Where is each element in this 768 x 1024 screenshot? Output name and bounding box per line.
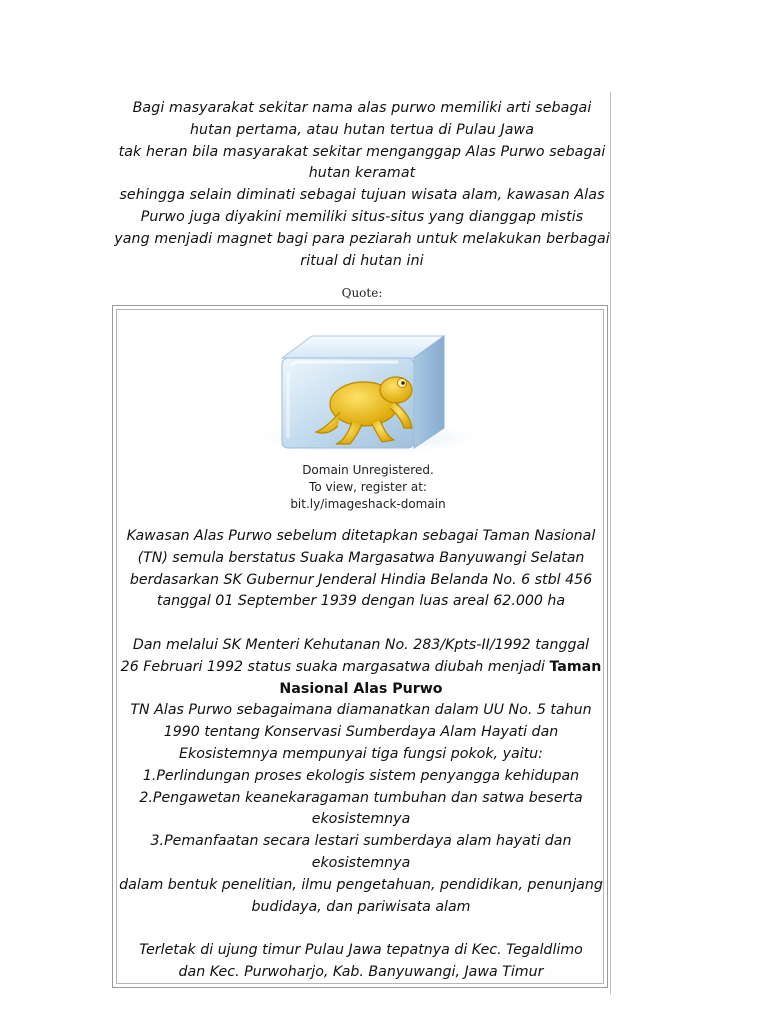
intro-line: hutan pertama, atau hutan tertua di Pulau Jawa — [189, 121, 535, 138]
intro-line: Bagi masyarakat sekitar nama alas purwo memiliki arti sebagai — [132, 100, 592, 116]
intro-paragraph — [112, 98, 612, 272]
quote-line: budidaya, dan pariwisata alam — [251, 898, 471, 915]
quote-line: Ekosistemnya mempunyai tiga fungsi pokok, yaitu: — [179, 745, 543, 762]
quote-line: Kawasan Alas Purwo sebelum ditetapkan sebagai Taman Nasional — [126, 528, 596, 544]
intro-line: sehingga selain diminati sebagai tujuan wisata alam, kawasan Alas — [119, 187, 605, 204]
intro-line: yang menjadi magnet bagi para peziarah untuk melakukan berbagai — [114, 230, 610, 247]
quote-line: ekosistemnya — [311, 854, 411, 871]
paragraph-gap — [117, 613, 605, 635]
quote-line: 3.Pemanfaatan secara lestari sumberdaya alam hayati dan — [150, 833, 572, 850]
caption-line: Domain Unregistered. — [302, 463, 434, 477]
image-placeholder-caption — [248, 462, 488, 513]
quote-line: TN Alas Purwo sebagaimana diamanatkan dalam UU No. 5 tahun — [130, 702, 592, 719]
quote-box — [112, 305, 608, 988]
paragraph-gap — [117, 918, 605, 940]
quote-inner-frame — [116, 309, 604, 984]
quote-line: ekosistemnya — [311, 811, 411, 828]
quote-line: 2.Pengawetan keanekaragaman tumbuhan dan satwa beserta — [139, 789, 583, 806]
quote-line: tanggal 01 September 1939 dengan luas areal 62.000 ha — [156, 593, 566, 610]
intro-line: ritual di hutan ini — [300, 252, 424, 269]
imageshack-placeholder-image[interactable] — [248, 320, 488, 511]
quote-line: Dan melalui SK Menteri Kehutanan No. 283/Kpts-II/1992 tanggal — [132, 636, 590, 653]
frog-in-ice-cube-icon — [248, 320, 488, 460]
caption-link[interactable]: bit.ly/imageshack-domain — [290, 497, 446, 511]
quote-line: dalam bentuk penelitian, ilmu pengetahuan, pendidikan, penunjang — [119, 876, 603, 893]
quote-line — [117, 657, 605, 679]
bold-park-name: Taman — [549, 658, 602, 675]
quote-line-text: 26 Februari 1992 status suaka margasatwa diubah menjadi — [120, 658, 550, 675]
quote-line: (TN) semula berstatus Suaka Margasatwa Banyuwangi Selatan — [137, 549, 585, 566]
bold-park-name: Nasional Alas Purwo — [279, 680, 443, 697]
quote-line: berdasarkan SK Gubernur Jenderal Hindia Belanda No. 6 stbl 456 — [129, 571, 593, 588]
intro-line: tak heran bila masyarakat sekitar menganggap Alas Purwo sebagai — [118, 143, 606, 160]
quote-line: 1.Perlindungan proses ekologis sistem penyangga kehidupan — [142, 767, 580, 784]
caption-line: To view, register at: — [309, 480, 427, 494]
quote-line: Terletak di ujung timur Pulau Jawa tepatnya di Kec. Tegaldlimo — [139, 942, 583, 959]
quote-label: Quote: — [341, 286, 383, 300]
quote-line: dan Kec. Purwoharjo, Kab. Banyuwangi, Jawa Timur — [178, 963, 544, 980]
quote-body — [117, 526, 605, 984]
quote-line: 1990 tentang Konservasi Sumberdaya Alam Hayati dan — [163, 724, 559, 741]
intro-line: Purwo juga diyakini memiliki situs-situs yang dianggap mistis — [140, 208, 584, 225]
intro-line: hutan keramat — [308, 165, 416, 182]
